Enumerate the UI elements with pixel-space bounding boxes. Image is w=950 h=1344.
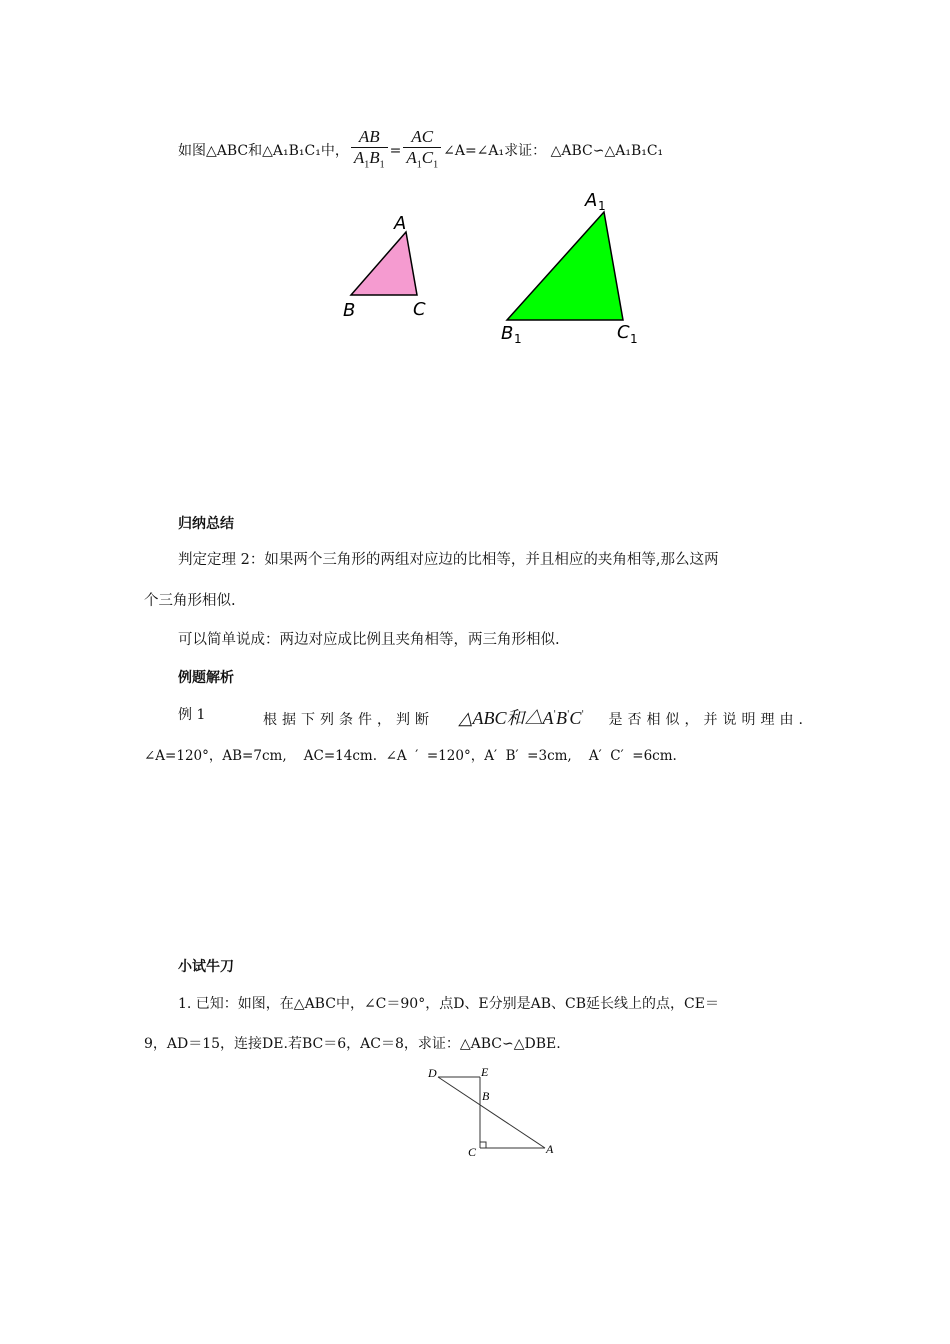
large-label-a: A xyxy=(585,190,598,211)
question-1-line-1: 1. 已知：如图，在△ABC中，∠C＝90°，点D、E分别是AB、CB延长线上的点，CE＝ xyxy=(178,996,719,1012)
practice-heading: 小试牛刀 xyxy=(178,959,234,975)
small-label-b: B xyxy=(343,300,356,321)
theorem-line-1: 判定定理 2：如果两个三角形的两组对应边的比相等，并且相应的夹角相等,那么这两 xyxy=(178,552,719,568)
summary-heading: 归纳总结 xyxy=(178,516,234,532)
geometry-figure-2 xyxy=(0,1060,950,1180)
large-label-a-sub: 1 xyxy=(598,199,606,213)
example-label: 例 1 xyxy=(178,707,206,723)
large-label-c-sub: 1 xyxy=(630,332,638,346)
fraction-numerator: AC xyxy=(403,128,441,148)
example-conditions: ∠A=120°，AB=7cm, AC=14cm. ∠A ′ =120°，A′ B′ =3cm, A′ C′ =6cm. xyxy=(144,748,677,764)
fig2-label-c: C xyxy=(468,1145,477,1159)
fraction-numerator: AB xyxy=(351,128,388,148)
fig2-label-b: B xyxy=(482,1089,490,1103)
simple-statement: 可以简单说成：两边对应成比例且夹角相等，两三角形相似. xyxy=(178,632,560,648)
theorem-line-2: 个三角形相似. xyxy=(144,593,236,609)
large-triangle xyxy=(507,212,623,320)
question-1-line-2: 9，AD＝15，连接DE.若BC＝6，AC＝8，求证：△ABC∽△DBE. xyxy=(144,1036,561,1052)
intro-suffix: ∠A=∠A₁求证： △ABC∽△A₁B₁C₁ xyxy=(443,143,664,160)
fig2-label-a: A xyxy=(546,1142,554,1156)
small-triangle xyxy=(351,232,417,295)
example-line-1 xyxy=(178,700,808,735)
large-label-c: C xyxy=(617,322,630,343)
fig2-label-e: E xyxy=(481,1065,489,1079)
triangle-abc: △ABC xyxy=(458,708,507,728)
example-heading: 例题解析 xyxy=(178,670,234,686)
example-body: 根据下列条件，判断 △ABC和△A'B'C' 是否相似，并说明理由. xyxy=(263,708,808,728)
small-label-c: C xyxy=(413,299,426,320)
small-label-a: A xyxy=(394,213,407,234)
equals-sign: = xyxy=(389,143,402,160)
triangles-figure xyxy=(0,0,950,360)
fraction-denominator: $A_1B_1$ xyxy=(353,148,385,171)
segment-da xyxy=(438,1077,545,1148)
fig2-label-d: D xyxy=(428,1066,437,1080)
large-label-b-sub: 1 xyxy=(514,332,522,346)
intro-prefix: 如图△ABC和△A₁B₁C₁中， xyxy=(178,143,349,160)
right-angle-mark xyxy=(480,1142,486,1148)
fraction-denominator: $A_1C_1$ xyxy=(406,148,439,171)
large-label-b: B xyxy=(501,323,514,344)
